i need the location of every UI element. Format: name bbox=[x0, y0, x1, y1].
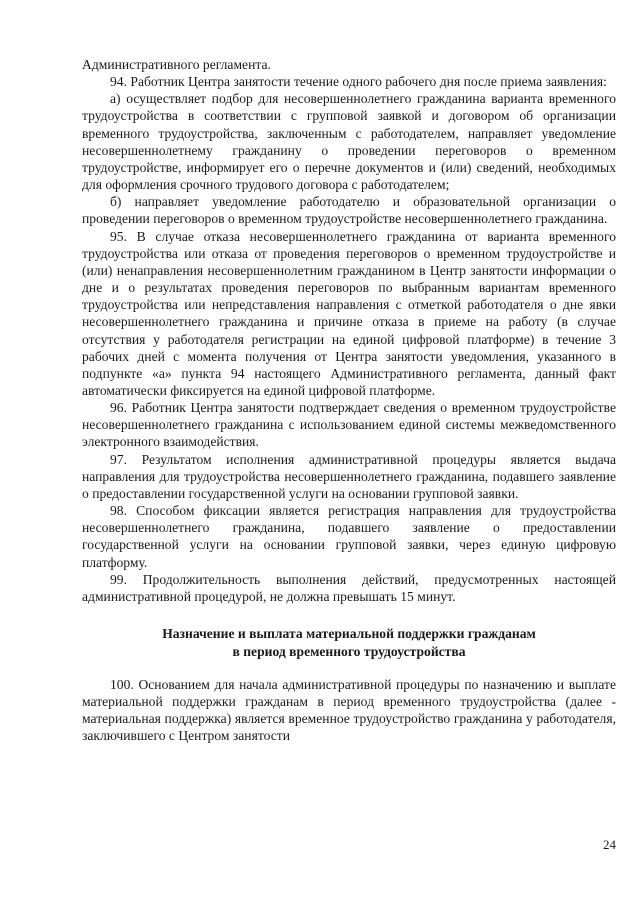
section-heading-line-2: в период временного трудоустройства bbox=[232, 643, 466, 659]
document-body bbox=[82, 56, 616, 745]
section-heading bbox=[82, 625, 616, 660]
paragraph-95: 95. В случае отказа несовершеннолетнего гражданина от варианта временного трудоустройства или отказа от проведения переговоров о временном трудоустройстве и (или) ненаправления несовершеннолетним гражданином в Центр занятости информации о дне и о результатах проведения переговоров по выбранным вариантам временного трудоустройства или непредставления направления с отметкой работодателя о дне явки несовершеннолетнего гражданина и причине отказа в приеме на работу (в случае отсутствия у работодателя регистрации на единой цифровой платформе) в течение 3 рабочих дней с момента получения от Центра занятости уведомления, указанного в подпункте «а» пункта 94 настоящего Административного регламента, данный факт автоматически фиксируется на единой цифровой платформе. bbox=[82, 228, 616, 398]
paragraph-100: 100. Основанием для начала административной процедуры по назначению и выплате материальной поддержки гражданам в период временного трудоустройства (далее - материальная поддержка) является временное трудоустройство гражданина у работодателя, заключившего с Центром занятости bbox=[82, 677, 616, 744]
paragraph-94-b: б) направляет уведомление работодателю и образовательной организации о проведении переговоров о временном трудоустройстве несовершеннолетнего гражданина. bbox=[82, 194, 616, 227]
page-number: 24 bbox=[603, 837, 616, 852]
paragraph-97: 97. Результатом исполнения административной процедуры является выдача направления для трудоустройства несовершеннолетнего гражданина, подавшего заявление о предоставлении государственной услуги на основании групповой заявки. bbox=[82, 451, 616, 501]
paragraph-99: 99. Продолжительность выполнения действий, предусмотренных настоящей административной процедурой, не должна превышать 15 минут. bbox=[82, 571, 616, 604]
paragraph-96: 96. Работник Центра занятости подтверждает сведения о временном трудоустройстве несовершеннолетнего гражданина с использованием единой системы межведомственного электронного взаимодействия. bbox=[82, 400, 616, 450]
paragraph-94-a: а) осуществляет подбор для несовершеннолетнего гражданина варианта временного трудоустройства в соответствии с групповой заявкой и договором об организации временного трудоустройства, заключенным с работодателем, направляет уведомление несовершеннолетнему гражданину о проведении переговоров о временном трудоустройстве, информирует его о перечне документов и (или) сведений, необходимых для оформления срочного трудового договора с работодателем; bbox=[82, 91, 616, 193]
paragraph-98: 98. Способом фиксации является регистрация направления для трудоустройства несовершеннолетнего гражданина, подавшего заявление о предоставлении государственной услуги на основании групповой заявки, через единую цифровую платформу. bbox=[82, 503, 616, 570]
section-heading-line-1: Назначение и выплата материальной поддержки гражданам bbox=[162, 626, 536, 641]
paragraph-94: 94. Работник Центра занятости течение одного рабочего дня после приема заявления: bbox=[110, 74, 607, 90]
paragraph-continuation: Административного регламента. bbox=[82, 57, 271, 72]
